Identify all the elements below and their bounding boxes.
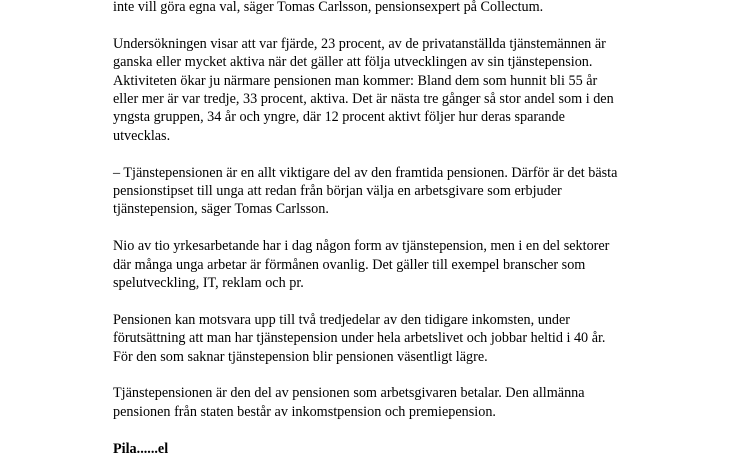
paragraph-coverage (113, 237, 673, 292)
paragraph-quote-carlsson (113, 164, 673, 219)
text-line: Tjänstepensionen är den del av pensionen som arbetsgivaren betalar. Den allmänna (113, 385, 585, 402)
text-line: pensionen från staten består av inkomstpension och premiepension. (113, 403, 496, 420)
text-line: yngsta gruppen, 34 år och yngre, där 12 procent aktivt följer hur deras sparande (113, 109, 565, 126)
text-line: Undersökningen visar att var fjärde, 23 procent, av de privatanställda tjänstemännen är (113, 35, 606, 52)
text-line: där många unga arbetar är förmånen ovanlig. Det gäller till exempel branscher som (113, 256, 586, 273)
paragraph-income (113, 311, 673, 366)
text-line: Aktiviteten ökar ju närmare pensionen man kommer: Bland dem som hunnit bli 55 år (113, 72, 598, 89)
text-line: utvecklas. (113, 127, 171, 144)
text-line: – Tjänstepensionen är en allt viktigare del av den framtida pensionen. Därför är det bästa (113, 164, 618, 181)
text-line: tjänstepension, säger Tomas Carlsson. (113, 201, 329, 218)
text-line: spelutveckling, IT, reklam och pr. (113, 275, 304, 292)
section-heading: Pila......el (113, 440, 169, 457)
paragraph-definition (113, 384, 673, 421)
text-line: förutsättning att man har tjänstepension under hela arbetslivet och jobbar heltid i 40 år. (113, 330, 606, 347)
text-line: För den som saknar tjänstepension blir pensionen väsentligt lägre. (113, 348, 488, 365)
text-line: inte vill göra egna val, säger Tomas Carlsson, pensionsexpert på Collectum. (113, 0, 544, 15)
article-body (113, 0, 673, 458)
text-line: Nio av tio yrkesarbetande har i dag någon form av tjänstepension, men i en del sektorer (113, 238, 610, 255)
text-line: ganska eller mycket aktiva när det gäller att följa utvecklingen av sin tjänstepension. (113, 54, 593, 71)
paragraph-survey (113, 35, 673, 145)
text-line: pensionstipset till unga att redan från början välja en arbetsgivare som erbjuder (113, 183, 562, 200)
text-line: Pensionen kan motsvara upp till två tredjedelar av den tidigare inkomsten, under (113, 311, 571, 328)
paragraph-quote-end (113, 0, 673, 16)
text-line: eller mer är var tredje, 33 procent, aktiva. Det är nästa tre gånger så stor andel som i den (113, 91, 614, 108)
